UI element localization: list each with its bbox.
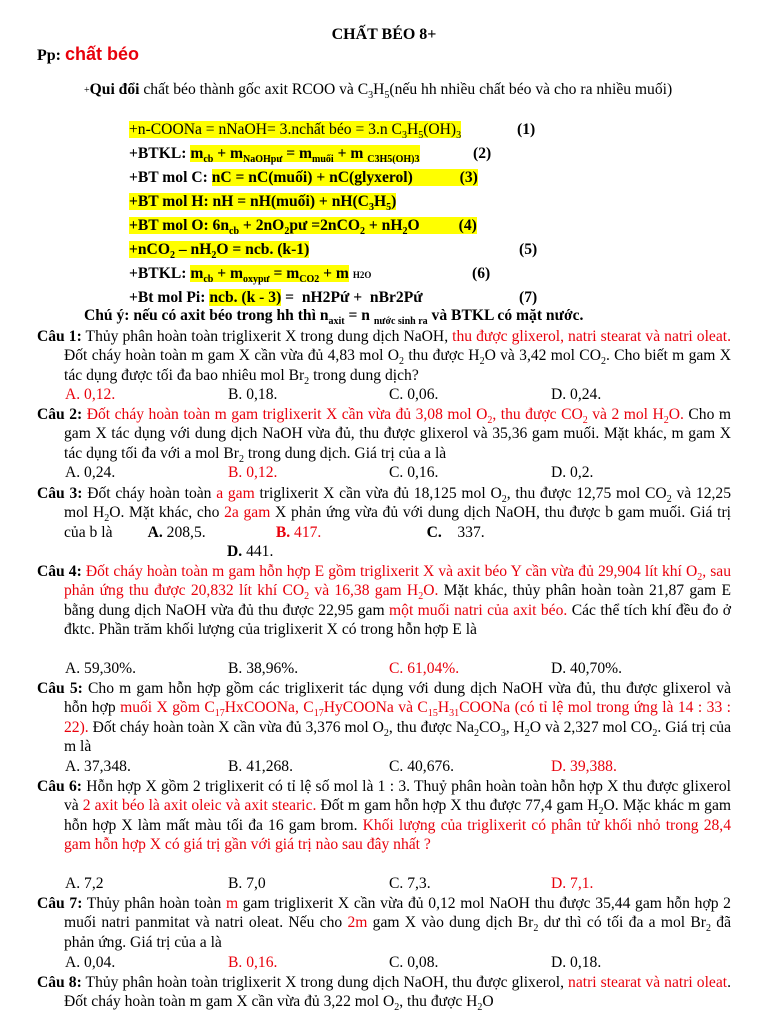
option-c[interactable]: C. 0,16. [389,464,439,481]
option-a[interactable]: A. 37,348. [65,758,131,775]
option-a[interactable]: A. 0,12. [65,386,116,403]
page-title: CHẤT BÉO 8+ [331,26,437,43]
question-1-options [65,385,745,404]
option-b[interactable]: B. 0,16. [228,954,278,971]
qui-doi-paragraph: +Qui đổi chất béo thành gốc axit RCOO và $C_3H_5(nếu$ hh nhiều chất béo và cho ra nhiều muối) [84,81,673,102]
option-d[interactable]: D. 39,388. [551,758,617,775]
option-c[interactable]: C. 0,08. [389,954,439,971]
formula-number: (7) [519,289,538,306]
bullet: + [84,84,90,96]
note-line: Chú ý: nếu có axit béo trong hh thì $n_{axit} = n$ $_{nước sinh ra}$ và BTKL có mặt nước. [84,307,584,328]
formula-number: (2) [473,145,492,162]
option-c[interactable]: C. 7,3. [389,875,431,892]
question-7: Câu 7: Thủy phân hoàn toàn m gam triglixerit X cần vừa đủ 0,12 mol NaOH thu được 35,44 gam hỗn hợp 2 muối natri panmitat và natri oleat. Nếu cho 2m gam X vào dung dịch $Br_2$ dư thì có tối đa a mol $Br_2$ đã phản ứng. Giá trị của a là [37,895,731,951]
formula-5: +BT mol O: $6n_{cb}$ + $2nO_2pư =2nCO_2 + nH_2O$ (4) [129,217,477,238]
formula-6: $+nCO_2 - nH_2O$ = ncb. (k-1) (5) [129,241,538,262]
question-label: Câu 1: [37,328,82,345]
formula-8: +Bt mol Pi: ncb. (k - 3) = nH2Pứ + nBr2Pứ (7) [129,289,538,306]
question-5-options [65,757,745,776]
method-value: chất béo [65,44,140,64]
option-c[interactable]: C. 0,06. [389,386,439,403]
formula-number: (6) [472,265,491,282]
formula-number: (4) [458,217,477,234]
question-7-options [65,953,745,972]
method-line [37,44,139,65]
question-3: Câu 3: Đốt cháy hoàn toàn a gam triglixerit X cần vừa đủ 18,125 mol $O_2$, thu được 12,75 mol $CO_2$ và 12,25 mol $H_2O$. Mặt khác, cho 2a gam X phản ứng vừa đủ với dung dịch NaOH, thu được b gam muối. Giá trị của b là A. 208,5. B. 417. C. 337. D. 441. [37,485,732,561]
option-c[interactable]: C. 61,04%. [389,660,460,677]
formula-number: (3) [459,169,478,186]
question-label: Câu 3: [37,485,83,502]
formula-1: +n-COONa = nNaOH= 3.nchất béo = 3.n $C_3H_5(OH)_3$ (1) [129,121,536,142]
option-b[interactable]: B. 0,12. [228,464,278,481]
option-d[interactable]: D. 40,70%. [551,660,623,677]
question-label: Câu 8: [37,974,82,991]
option-a[interactable]: A. 7,2 [65,875,104,892]
option-b[interactable]: B. 7,0 [228,875,266,892]
option-d[interactable]: D. 7,1. [551,875,594,892]
question-2-options [65,463,745,482]
option-d[interactable]: D. 0,2. [551,464,594,481]
formula-7: +BTKL: $m_{cb} + m_{oxypư} = m_{CO2} + m$ H2O (6) [129,265,491,286]
formula-number: (1) [517,121,536,138]
question-5: Câu 5: Cho m gam hỗn hợp gồm các triglixerit tác dụng với dung dịch NaOH vừa đủ, thu được glixerol và hỗn hợp muối X gồm $C_{17}HxCOONa$, $C_{17}HyCOONa$ và $C_{15}H_{31}COONa$ (có tỉ lệ mol trong ứng là 14 : 33 : 22). Đốt cháy hoàn toàn X cần vừa đủ 3,376 mol $O_2$, thu được $Na_2CO_3$, $H_2O$ và 2,327 mol $CO_2$. Giá trị của m là [37,680,732,756]
question-8: Câu 8: Thủy phân hoàn toàn triglixerit X trong dung dịch NaOH, thu được glixerol, natri stearat và natri oleat. Đốt cháy hoàn toàn m gam X cần vừa đủ 3,22 mol $O_2$, thu được $H_2O$ [37,974,731,1014]
method-label: Pp: [37,47,61,64]
question-4: Câu 4: Đốt cháy hoàn toàn m gam hỗn hợp E gồm triglixerit X và axit béo Y cần vừa đủ 29,904 lít khí $O_2$, sau phản ứng thu được 20,832 lít khí $CO_2$ và 16,38 gam $H_2O$. Mặt khác, thủy phân hoàn toàn 21,87 gam E bằng dung dịch NaOH vừa đủ thu được 22,95 gam một muối natri của axit béo. Các thể tích khí đều đo ở đktc. Phần trăm khối lượng của triglixerit X có trong hỗn hợp E là [37,563,732,639]
question-label: Câu 5: [37,680,83,697]
option-c[interactable]: C. 40,676. [389,758,454,775]
question-4-options [65,659,745,678]
option-d[interactable]: D. 0,24. [551,386,602,403]
option-b[interactable]: B. 0,18. [228,386,278,403]
formula-4: +BT mol H: nH = nH(muối) + $nH(C_3H_5)$ [129,193,397,214]
option-a[interactable]: A. 0,24. [65,464,116,481]
question-label: Câu 6: [37,778,82,795]
option-d[interactable]: D. 0,18. [551,954,602,971]
option-a[interactable]: A. 59,30%. [65,660,137,677]
option-b[interactable]: B. 38,96%. [228,660,299,677]
formula-2: +BTKL: $m_{cb} + m_{NaOHpư} = m_{muối} + m$ $_{C3H5(OH)3}$ (2) [129,145,492,166]
option-a[interactable]: A. 0,04. [65,954,116,971]
question-6-options [65,874,745,893]
question-label: Câu 2: [37,406,83,423]
question-6: Câu 6: Hỗn hợp X gồm 2 triglixerit có tỉ lệ số mol là 1 : 3. Thuỷ phân hoàn toàn hỗn hợp X thu được glixerol và 2 axit béo là axit oleic và axit stearic. Đốt m gam hỗn hợp X thu được 77,4 gam $H_2O$. Mặc khác m gam hỗn hợp X làm mất màu tối đa 16 gam brom. Khối lượng của triglixerit có phân tử khối nhỏ trong 28,4 gam hỗn hợp X có giá trị gần với giá trị nào sau đây nhất ? [37,778,732,854]
formula-3: +BT mol C: nC = nC(muối) + nC(glyxerol) (3) [129,169,478,186]
question-1: Câu 1: Thủy phân hoàn toàn triglixerit X trong dung dịch NaOH, thu được glixerol, natri stearat và natri oleat. Đốt cháy hoàn toàn m gam X cần vừa đủ 4,83 mol $O_2$ thu được $H_2O$ và 3,42 mol $CO_2$. Cho biết m gam X tác dụng được tối đa bao nhiêu mol $Br_2$ trong dung dịch? [37,328,732,387]
question-2: Câu 2: Đốt cháy hoàn toàn m gam triglixerit X cần vừa đủ 3,08 mol $O_2$, thu được $CO_2$ và 2 mol $H_2O$. Cho m gam X tác dụng với dung dịch NaOH vừa đủ, thu được glixerol và 35,36 gam muối. Mặt khác, m gam X tác dụng tối đa với a mol $Br_2$ trong dung dịch. Giá trị của a là [37,406,732,465]
question-label: Câu 7: [37,895,83,912]
option-b[interactable]: B. 41,268. [228,758,293,775]
formula-number: (5) [519,241,538,258]
qui-doi-heading: Qui đổi [89,81,140,98]
question-label: Câu 4: [37,563,82,580]
